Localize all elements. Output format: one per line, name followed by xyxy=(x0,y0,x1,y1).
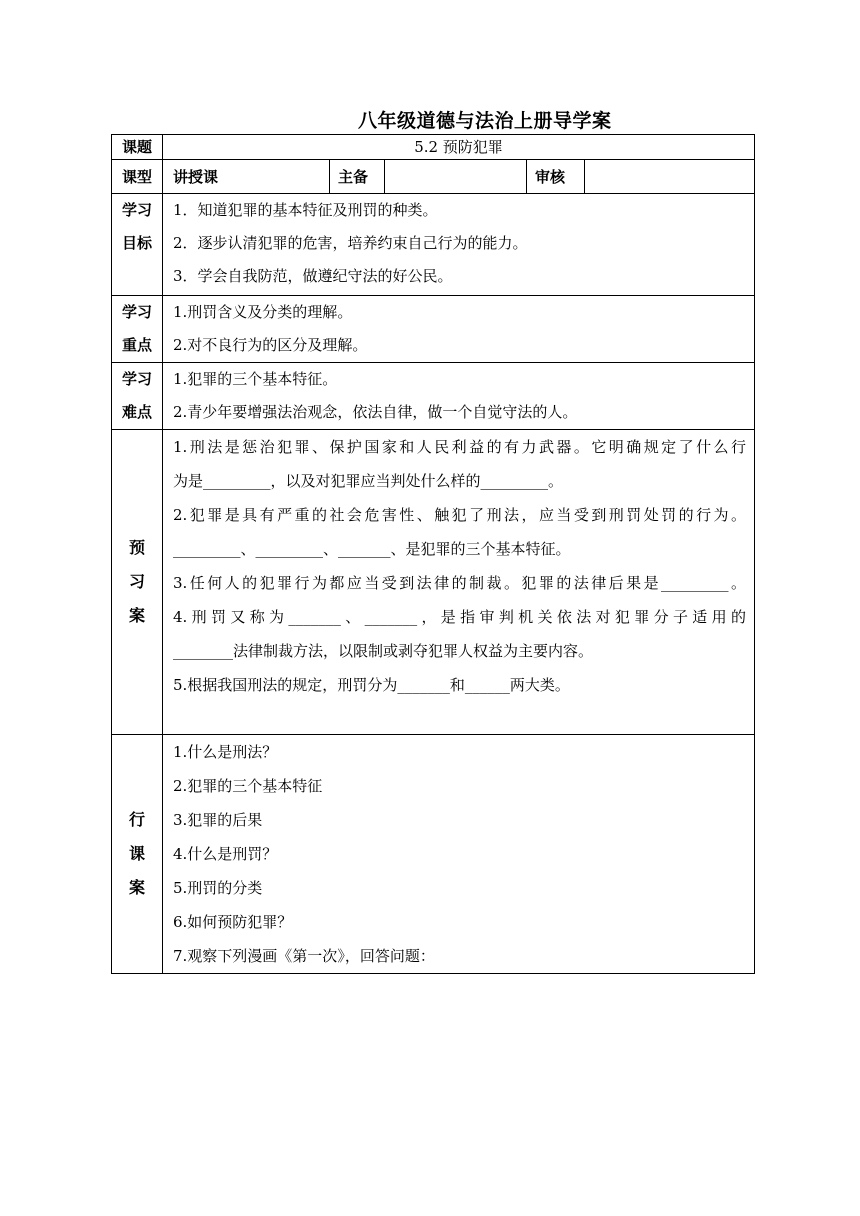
preview-line: 1.刑法是惩治犯罪、保护国家和人民利益的有力武器。它明确规定了什么行 xyxy=(173,438,747,456)
key-points-row xyxy=(112,296,755,363)
goal-item: 3．学会自我防范，做遵纪守法的好公民。 xyxy=(173,267,453,285)
lesson-item: 1.什么是刑法？ xyxy=(173,743,278,761)
key-point-item: 2.对不良行为的区分及理解。 xyxy=(173,336,368,354)
prep-label: 主备 xyxy=(330,160,385,194)
difficulties-row xyxy=(112,363,755,430)
goals-label: 学习 目标 xyxy=(112,194,163,296)
goals-row xyxy=(112,194,755,296)
preview-line: 5.根据我国刑法的规定，刑罚分为_______和______两大类。 xyxy=(173,676,570,694)
lesson-row xyxy=(112,735,755,974)
topic-value: 5.2 预防犯罪 xyxy=(163,135,755,160)
difficulties-content xyxy=(163,363,755,430)
topic-label: 课题 xyxy=(112,135,163,160)
preview-line: 为是_________，以及对犯罪应当判处什么样的_________。 xyxy=(173,472,564,490)
preview-line: 3.任何人的犯罪行为都应当受到法律的制裁。犯罪的法律后果是_________。 xyxy=(173,574,747,592)
course-type-label: 课型 xyxy=(112,160,163,194)
lesson-content xyxy=(163,735,755,974)
lesson-label: 行 课 案 xyxy=(112,735,163,974)
course-type-value: 讲授课 xyxy=(163,160,330,194)
preview-line: _________、_________、_______、是犯罪的三个基本特征。 xyxy=(173,540,571,558)
key-point-item: 1.刑罚含义及分类的理解。 xyxy=(173,303,353,321)
key-points-label: 学习 重点 xyxy=(112,296,163,363)
review-label: 审核 xyxy=(527,160,585,194)
preview-label: 预 习 案 xyxy=(112,430,163,735)
preview-line: 2.犯罪是具有严重的社会危害性、触犯了刑法，应当受到刑罚处罚的行为。 xyxy=(173,506,747,524)
goals-content xyxy=(163,194,755,296)
lesson-item: 4.什么是刑罚？ xyxy=(173,845,278,863)
lesson-item: 5.刑罚的分类 xyxy=(173,879,263,897)
preview-line: 4.刑罚又称为_______、_______，是指审判机关依法对犯罪分子适用的 xyxy=(173,608,747,626)
key-points-content xyxy=(163,296,755,363)
preview-content xyxy=(163,430,755,735)
goal-item: 2．逐步认清犯罪的危害，培养约束自己行为的能力。 xyxy=(173,234,528,252)
prep-value xyxy=(385,160,527,194)
preview-row xyxy=(112,430,755,735)
lesson-item: 3.犯罪的后果 xyxy=(173,811,263,829)
difficulty-item: 2.青少年要增强法治观念，依法自律，做一个自觉守法的人。 xyxy=(173,403,578,421)
preview-line: ________法律制裁方法，以限制或剥夺犯罪人权益为主要内容。 xyxy=(173,642,594,660)
difficulty-item: 1.犯罪的三个基本特征。 xyxy=(173,370,338,388)
lesson-item: 6.如何预防犯罪？ xyxy=(173,913,293,931)
goal-item: 1．知道犯罪的基本特征及刑罚的种类。 xyxy=(173,201,438,219)
lesson-plan-table xyxy=(111,134,755,974)
topic-row xyxy=(112,135,755,160)
lesson-item: 7.观察下列漫画《第一次》，回答问题： xyxy=(173,947,435,965)
review-value xyxy=(585,160,755,194)
lesson-item: 2.犯罪的三个基本特征 xyxy=(173,777,323,795)
difficulties-label: 学习 难点 xyxy=(112,363,163,430)
document-title: 八年级道德与法治上册导学案 xyxy=(358,110,612,132)
course-row xyxy=(112,160,755,194)
